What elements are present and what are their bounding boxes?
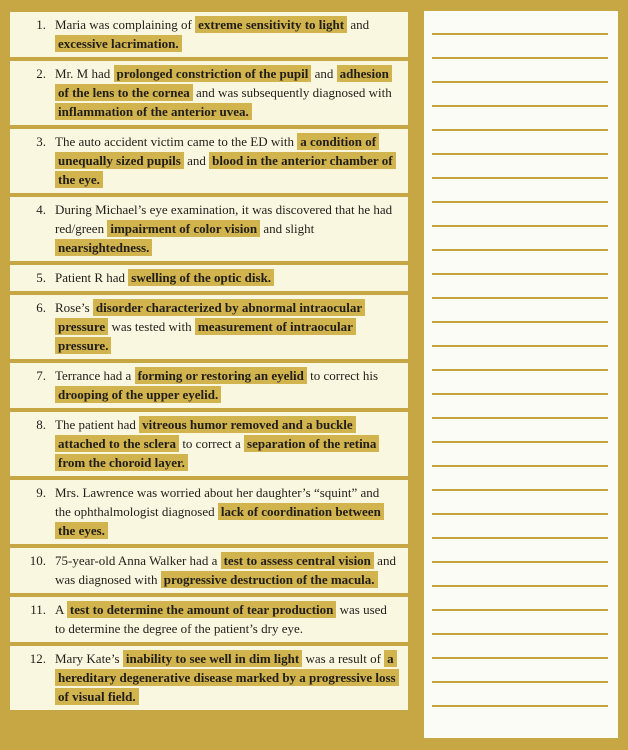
answer-blank-line: [432, 563, 608, 587]
answer-blank-line: [432, 611, 608, 635]
answer-blank-line: [432, 59, 608, 83]
question-item-8: [10, 412, 408, 476]
highlighted-term: inability to see well in dim light: [123, 650, 302, 667]
plain-text: was tested with: [108, 319, 195, 334]
plain-text: was used to determine the degree of the patient’s dry eye.: [55, 602, 387, 636]
question-text: [55, 600, 396, 638]
question-text: [55, 415, 396, 472]
answer-blank-line: [432, 179, 608, 203]
answer-blank-line: [432, 275, 608, 299]
highlighted-term: test to determine the amount of tear production: [67, 601, 336, 618]
plain-text: to correct his: [306, 368, 379, 383]
highlighted-term: a condition of unequally sized pupils: [55, 133, 379, 169]
answer-blank-line: [432, 635, 608, 659]
plain-text: The auto accident victim came to the ED with: [55, 134, 298, 149]
plain-text: to correct a: [179, 436, 245, 451]
question-item-1: [10, 12, 408, 57]
answer-blank-line: [432, 227, 608, 251]
question-text: [55, 551, 396, 589]
question-number: 9.: [36, 485, 46, 500]
answer-blank-line: [432, 107, 608, 131]
answer-blank-line: [432, 443, 608, 467]
answer-blank-line: [432, 131, 608, 155]
answer-blank-line: [432, 11, 608, 35]
question-text: [55, 483, 396, 540]
highlighted-term: swelling of the optic disk.: [128, 269, 274, 286]
plain-text: Terrance had a: [55, 368, 135, 383]
plain-text: 75-year-old Anna Walker had a: [55, 553, 221, 568]
question-number: 3.: [36, 134, 46, 149]
plain-text: and: [347, 17, 370, 32]
question-text: [55, 649, 396, 706]
plain-text: and was diagnosed with: [55, 553, 396, 587]
answer-blank-line: [432, 491, 608, 515]
plain-text: Mary Kate’s: [55, 651, 123, 666]
highlighted-term: blood in the anterior chamber of the eye.: [55, 152, 396, 188]
highlighted-term: excessive lacrimation.: [55, 35, 182, 52]
highlighted-term: extreme sensitivity to light: [195, 16, 347, 33]
question-text: [55, 132, 396, 189]
plain-text: Maria was complaining of: [55, 17, 196, 32]
plain-text: and slight: [260, 221, 315, 236]
highlighted-term: inflammation of the anterior uvea.: [55, 103, 252, 120]
plain-text: Patient R had: [55, 270, 129, 285]
highlighted-term: forming or restoring an eyelid: [135, 367, 307, 384]
answer-blank-line: [432, 347, 608, 371]
plain-text: A: [55, 602, 67, 617]
question-text: [55, 268, 396, 287]
answer-blank-line: [432, 515, 608, 539]
question-number: 4.: [36, 202, 46, 217]
answer-blank-line: [432, 539, 608, 563]
question-item-2: [10, 61, 408, 125]
highlighted-term: disorder characterized by abnormal intraocular pressure: [55, 299, 365, 335]
highlighted-term: adhesion of the lens to the cornea: [55, 65, 392, 101]
question-number: 11.: [30, 602, 46, 617]
highlighted-term: lack of coordination between the eyes.: [55, 503, 384, 539]
highlighted-term: vitreous humor removed and a buckle attached to the sclera: [55, 416, 356, 452]
highlighted-term: drooping of the upper eyelid.: [55, 386, 221, 403]
plain-text: During Michael’s eye examination, it was discovered that he had red/green: [55, 202, 393, 236]
highlighted-term: test to assess central vision: [221, 552, 374, 569]
question-text: [55, 64, 396, 121]
highlighted-term: separation of the retina from the choroid layer.: [55, 435, 379, 471]
answer-blank-line: [432, 371, 608, 395]
answer-blank-line: [432, 323, 608, 347]
question-item-7: [10, 363, 408, 408]
question-text: [55, 366, 396, 404]
answer-blank-line: [432, 299, 608, 323]
highlighted-term: measurement of intraocular pressure.: [55, 318, 356, 354]
answer-blank-line: [432, 467, 608, 491]
highlighted-term: a hereditary degenerative disease marked by a progressive loss of visual field.: [55, 650, 399, 705]
answer-blank-line: [432, 683, 608, 707]
question-item-11: [10, 597, 408, 642]
question-item-4: [10, 197, 408, 261]
answer-blank-line: [432, 395, 608, 419]
plain-text: Mr. M had: [55, 66, 114, 81]
answers-panel: [424, 11, 618, 738]
question-number: 10.: [29, 553, 46, 568]
answer-blank-line: [432, 155, 608, 179]
question-text: [55, 15, 396, 53]
question-text: [55, 298, 396, 355]
question-number: 5.: [36, 270, 46, 285]
answer-blank-line: [432, 587, 608, 611]
highlighted-term: impairment of color vision: [107, 220, 260, 237]
answer-blank-line: [432, 659, 608, 683]
answer-blank-line: [432, 251, 608, 275]
plain-text: and was subsequently diagnosed with: [192, 85, 392, 100]
highlighted-term: nearsightedness.: [55, 239, 152, 256]
question-number: 6.: [36, 300, 46, 315]
question-number: 8.: [36, 417, 46, 432]
question-number: 7.: [36, 368, 46, 383]
answer-blank-line: [432, 35, 608, 59]
question-item-10: [10, 548, 408, 593]
answer-blank-line: [432, 83, 608, 107]
question-number: 2.: [36, 66, 46, 81]
question-item-12: [10, 646, 408, 710]
question-number: 1.: [36, 17, 46, 32]
answer-blank-line: [432, 203, 608, 227]
question-item-5: [10, 265, 408, 291]
question-item-6: [10, 295, 408, 359]
answer-blank-line: [432, 419, 608, 443]
plain-text: Rose’s: [55, 300, 93, 315]
question-item-3: [10, 129, 408, 193]
plain-text: and: [183, 153, 210, 168]
questions-panel: [10, 12, 408, 710]
highlighted-term: prolonged constriction of the pupil: [114, 65, 312, 82]
plain-text: and: [311, 66, 337, 81]
question-text: [55, 200, 396, 257]
plain-text: was a result of: [302, 651, 385, 666]
highlighted-term: progressive destruction of the macula.: [161, 571, 378, 588]
question-number: 12.: [29, 651, 46, 666]
plain-text: The patient had: [55, 417, 140, 432]
plain-text: Mrs. Lawrence was worried about her daughter’s “squint” and the ophthalmologist diagnosed: [55, 485, 380, 519]
question-item-9: [10, 480, 408, 544]
